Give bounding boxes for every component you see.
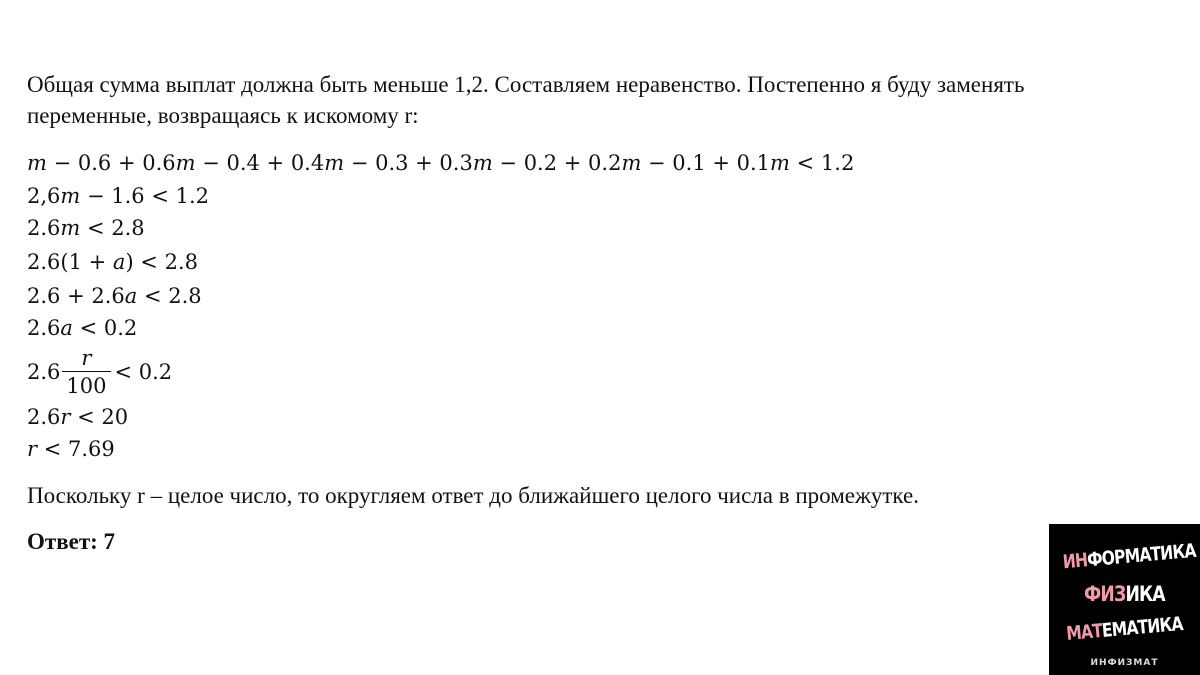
conclusion-text: Поскольку r – целое число, то округляем ответ до ближайшего целого числа в промежутке. [27,483,919,508]
fraction-denominator: 100 [62,371,110,400]
logo-text: ЕМАТИКА [1101,612,1184,642]
equation-3: 2.6m < 2.8 [27,216,145,240]
fraction-numerator: r [81,345,92,370]
logo-line-informatika [1061,539,1197,574]
infizmat-logo [1049,524,1200,675]
equation-6: 2.6a < 0.2 [27,316,138,340]
logo-text: ФИЗ [1084,582,1126,606]
intro-line-1: Общая сумма выплат должна быть меньше 1,2. Составляем неравенство. Постепенно я буду заменять [27,72,1025,97]
equation-7-fraction [27,342,172,402]
logo-line-matematika [1062,613,1187,646]
logo-text: МАТ [1065,620,1103,646]
logo-line-fizika [1063,582,1187,606]
equation-5: 2.6 + 2.6a < 2.8 [27,284,202,308]
equation-9: r < 7.69 [27,437,115,461]
answer-text: Ответ: 7 [27,529,116,554]
equation-1: m − 0.6 + 0.6m − 0.4 + 0.4m − 0.3 + 0.3m − 0.2 + 0.2m − 0.1 + 0.1m < 1.2 [27,151,855,175]
logo-footer: ИНФИЗМАТ [1090,658,1159,668]
equation-2: 2,6m − 1.6 < 1.2 [27,184,210,208]
intro-line-2: переменные, возвращаясь к искомому r: [27,103,419,128]
logo-text: ИН [1061,549,1089,574]
equation-8: 2.6r < 20 [27,405,129,429]
equation-4: 2.6(1 + a) < 2.8 [27,250,198,274]
fraction [62,345,110,400]
logo-text: ФОРМАТИКА [1086,539,1197,572]
fraction-prefix: 2.6 [27,360,61,384]
logo-text: ИКА [1125,582,1165,606]
fraction-suffix: < 0.2 [114,360,173,384]
